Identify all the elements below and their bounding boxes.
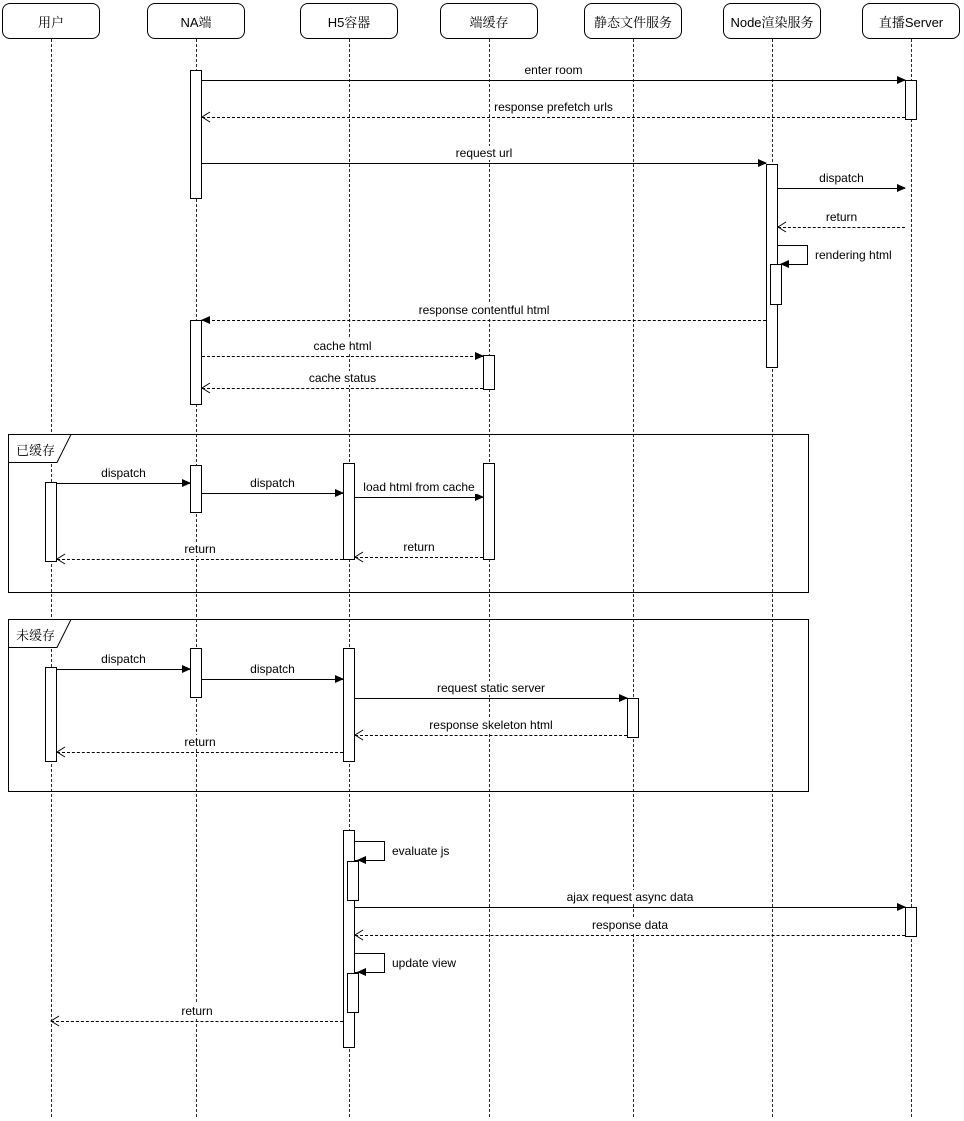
message-line	[355, 907, 905, 908]
arrowhead-icon	[758, 159, 767, 167]
arrowhead-icon	[776, 220, 788, 234]
arrowhead-icon	[897, 903, 906, 911]
arrowhead-icon	[353, 550, 365, 564]
frame-uncached	[8, 619, 809, 792]
message-line	[202, 356, 483, 357]
message-label: request url	[453, 146, 516, 160]
participant-label: H5容器	[327, 14, 371, 30]
participant-na	[147, 3, 245, 39]
message-label: cache html	[310, 339, 374, 353]
activation-h5-cached	[343, 463, 355, 560]
participant-label: 静态文件服务	[593, 14, 672, 30]
message-update-view	[355, 953, 457, 973]
activation-na-1	[190, 70, 202, 199]
message-line	[202, 679, 343, 680]
frame-uncached-tab	[8, 619, 72, 648]
arrowhead-icon	[353, 928, 365, 942]
message-line	[202, 388, 483, 389]
participant-cache	[440, 3, 538, 39]
message-label: ajax request async data	[564, 890, 697, 904]
arrowhead-icon	[357, 968, 366, 976]
participant-node	[723, 3, 821, 39]
message-label: response skeleton html	[426, 718, 555, 732]
arrowhead-icon	[353, 728, 365, 742]
message-line	[51, 1021, 343, 1022]
message-rendering-html	[778, 245, 892, 265]
message-line	[355, 497, 483, 498]
arrowhead-icon	[55, 745, 67, 759]
message-label: enter room	[521, 63, 585, 77]
message-line	[202, 80, 905, 81]
message-line	[355, 557, 483, 558]
frame-cached-tab	[8, 434, 72, 463]
message-line	[355, 935, 905, 936]
message-line	[57, 669, 190, 670]
participant-label: 直播Server	[878, 14, 944, 30]
arrowhead-icon	[182, 479, 191, 487]
message-label: load html from cache	[360, 480, 477, 494]
arrowhead-icon	[335, 489, 344, 497]
arrowhead-icon	[55, 552, 67, 566]
arrowhead-icon	[475, 493, 484, 501]
activation-user-cached	[45, 482, 57, 562]
participant-label: 用户	[37, 14, 64, 30]
activation-h5-nested-2	[347, 973, 359, 1013]
activation-cache-1	[483, 355, 495, 390]
message-label: return	[181, 542, 218, 556]
arrowhead-icon	[780, 260, 789, 268]
message-label: response contentful html	[416, 303, 553, 317]
frame-cached-label: 已缓存	[16, 443, 56, 458]
message-label: return	[178, 1004, 215, 1018]
arrowhead-icon	[897, 76, 906, 84]
participant-label: 端缓存	[469, 14, 509, 30]
arrowhead-icon	[49, 1014, 61, 1028]
arrowhead-icon	[201, 316, 210, 324]
message-label: dispatch	[816, 171, 867, 185]
message-line	[355, 698, 627, 699]
message-label: response data	[589, 918, 671, 932]
activation-cache-cached	[483, 463, 495, 560]
arrowhead-icon	[897, 184, 906, 192]
participant-h5	[300, 3, 398, 39]
message-label: update view	[392, 956, 457, 970]
activation-live-1	[905, 80, 917, 120]
message-label: dispatch	[247, 662, 298, 676]
frame-uncached-label: 未缓存	[16, 628, 56, 643]
participant-static	[584, 3, 682, 39]
message-line	[57, 559, 343, 560]
message-label: rendering html	[815, 248, 892, 262]
activation-na-cached	[190, 465, 202, 513]
message-line	[202, 320, 766, 321]
message-label: evaluate js	[392, 844, 450, 858]
activation-node-nested	[770, 264, 782, 305]
message-label: cache status	[306, 371, 379, 385]
arrowhead-icon	[475, 352, 484, 360]
message-line	[355, 735, 627, 736]
message-line	[57, 752, 343, 753]
activation-h5-uncached	[343, 648, 355, 762]
arrowhead-icon	[619, 694, 628, 702]
arrowhead-icon	[182, 665, 191, 673]
message-label: return	[823, 210, 860, 224]
message-line	[778, 227, 905, 228]
message-label: return	[181, 735, 218, 749]
message-label: dispatch	[98, 652, 149, 666]
message-label: request static server	[434, 681, 548, 695]
frame-cached	[8, 434, 809, 593]
participant-label: Node渲染服务	[730, 14, 814, 30]
message-line	[202, 493, 343, 494]
message-label: dispatch	[247, 476, 298, 490]
message-line	[202, 163, 766, 164]
message-line	[57, 483, 190, 484]
arrowhead-icon	[357, 856, 366, 864]
activation-h5-nested-1	[347, 861, 359, 901]
message-label: response prefetch urls	[491, 100, 616, 114]
arrowhead-icon	[335, 675, 344, 683]
activation-static-uncached	[627, 698, 639, 738]
message-evaluate-js	[355, 841, 450, 861]
message-line	[202, 117, 905, 118]
message-line	[778, 188, 905, 189]
activation-na-uncached	[190, 648, 202, 698]
message-label: dispatch	[98, 466, 149, 480]
participant-label: NA端	[180, 14, 212, 30]
activation-live-2	[905, 907, 917, 937]
participant-live	[862, 3, 960, 39]
arrowhead-icon	[200, 381, 212, 395]
message-label: return	[400, 540, 437, 554]
arrowhead-icon	[200, 110, 212, 124]
lifeline-live	[911, 39, 912, 1117]
participant-user	[2, 3, 100, 39]
